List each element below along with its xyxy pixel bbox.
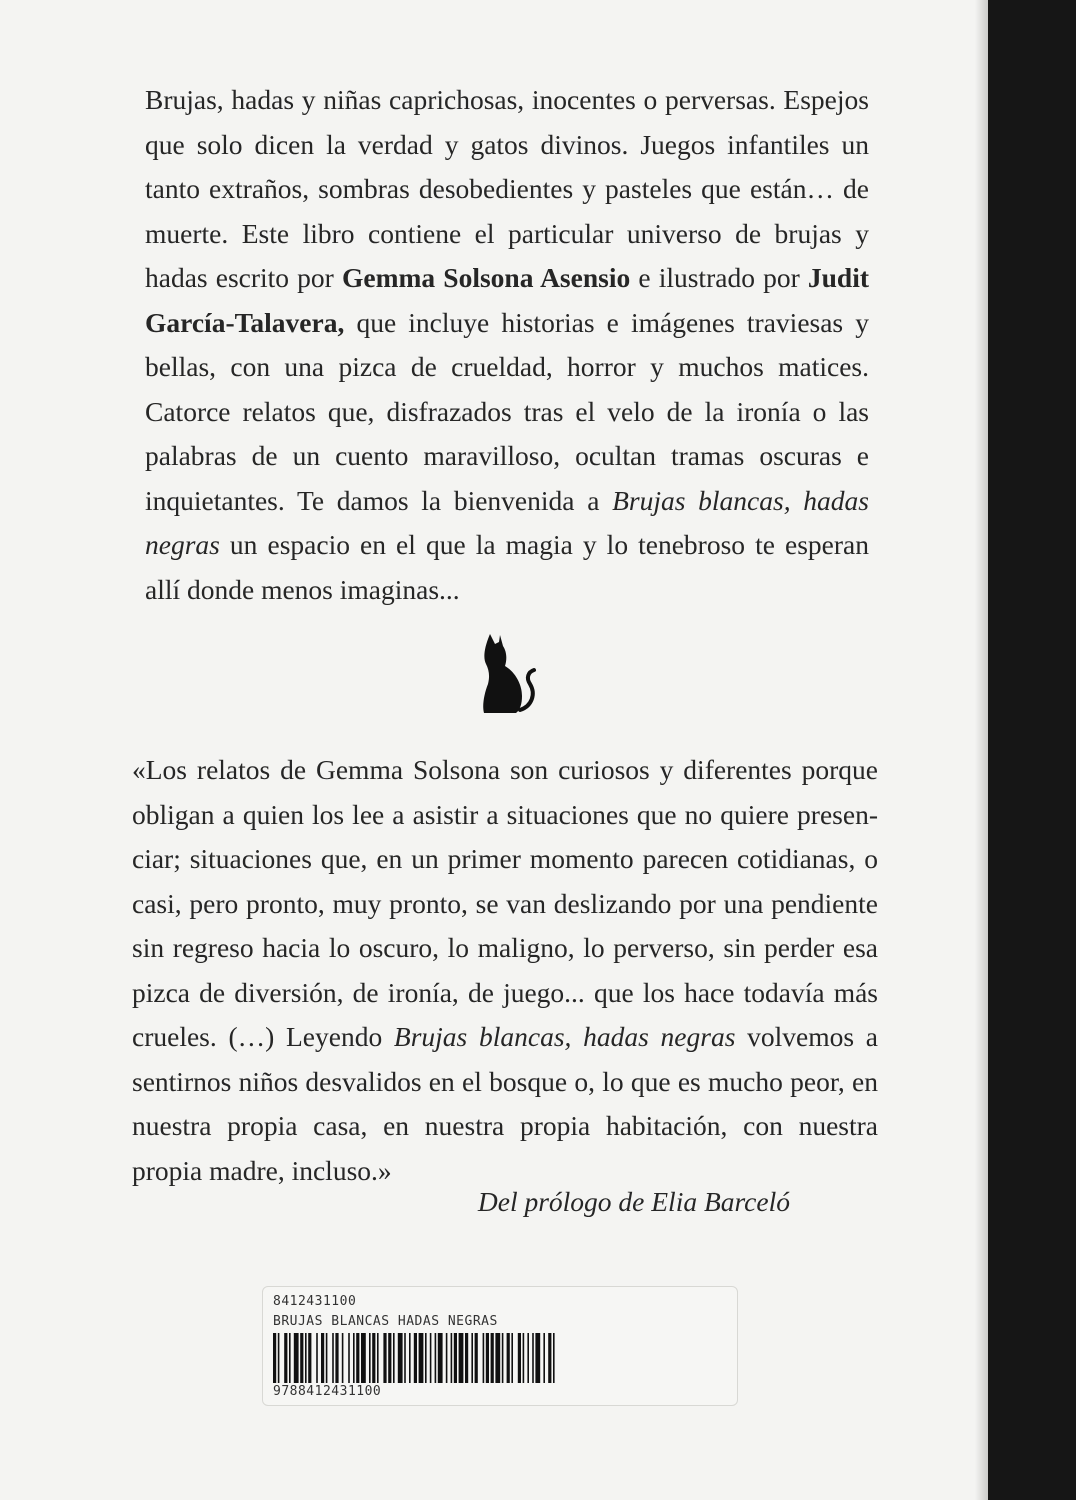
barcode-title: BRUJAS BLANCAS HADAS NEGRAS [273, 1314, 498, 1329]
barcode-code: 8412431100 [273, 1294, 357, 1309]
barcode-bar [507, 1333, 510, 1383]
barcode-bar [305, 1333, 307, 1383]
back-cover-blurb [145, 78, 869, 612]
barcode-bar [475, 1333, 478, 1383]
barcode-bar [414, 1333, 417, 1383]
barcode-bar [353, 1333, 355, 1383]
barcode-bar [308, 1333, 311, 1383]
illustrator-name: Judit García-Talavera, [145, 262, 870, 338]
quote-text-1: «Los relatos de Gemma Solsona son curiosos y diferentes porque obligan a quien los lee a asistir a situaciones que no quiere presenciar; situaciones que, en un primer momento parecen cotidianas, o casi, pero pronto, muy pronto, se van deslizando por una pendiente sin regreso hacia lo oscuro, lo maligno, lo perverso, sin perder esa pizca de diversión, de ironía, de juego... que los hace todavía más crueles. (…) Leyendo [132, 754, 878, 1052]
barcode-bar [495, 1333, 500, 1383]
barcode-bar [527, 1333, 529, 1383]
barcode-bar [451, 1333, 453, 1383]
barcode-bar [518, 1333, 521, 1383]
barcode-bar [419, 1333, 424, 1383]
barcode-bar [369, 1333, 371, 1383]
blurb-paragraph [145, 78, 869, 612]
barcode-bar [532, 1333, 534, 1383]
barcode-bar [372, 1333, 375, 1383]
barcode-bar [289, 1333, 291, 1383]
barcode-bar [388, 1333, 391, 1383]
barcode-bar [332, 1333, 334, 1383]
barcode-bar [409, 1333, 411, 1383]
barcode-bar [465, 1333, 468, 1383]
blurb-text-4: un espacio en el que la magia y lo tenebroso te esperan allí donde menos imaginas... [145, 529, 869, 605]
barcode-bar [425, 1333, 427, 1383]
barcode-bar [294, 1333, 299, 1383]
barcode-bar [553, 1333, 555, 1383]
author-name: Gemma Solsona Asensio [341, 262, 631, 293]
barcode-bar [543, 1333, 545, 1383]
barcode-bar [430, 1333, 432, 1383]
barcode-bar [273, 1333, 276, 1383]
barcode-sticker [262, 1286, 738, 1406]
barcode-bar [404, 1333, 406, 1383]
barcode-bar [348, 1333, 350, 1383]
barcode-bar [438, 1333, 443, 1383]
barcode-bar [284, 1333, 287, 1383]
barcode-bar [361, 1333, 366, 1383]
barcode-bar [454, 1333, 457, 1383]
barcode-isbn: 9788412431100 [273, 1384, 382, 1399]
barcode-bar [548, 1333, 551, 1383]
barcode-bar [278, 1333, 280, 1383]
prologue-quote [132, 748, 878, 1193]
spine-shadow [975, 0, 989, 1500]
barcode-bar [326, 1333, 328, 1383]
barcode-bar [459, 1333, 464, 1383]
barcode-bar [511, 1333, 513, 1383]
quote-attribution: Del prólogo de Elia Barceló [477, 1186, 790, 1217]
barcode-bars [273, 1333, 723, 1383]
barcode-bar [483, 1333, 485, 1383]
book-spine [988, 0, 1076, 1500]
barcode-bar [502, 1333, 504, 1383]
barcode-bar [335, 1333, 338, 1383]
barcode-bar [398, 1333, 403, 1383]
barcode-bar [435, 1333, 437, 1383]
barcode-bar [321, 1333, 324, 1383]
barcode-bar [383, 1333, 386, 1383]
blurb-text-2: e ilustrado por [630, 262, 808, 293]
blurb-text-1: Brujas, hadas y niñas caprichosas, inocentes o perversas. Espejos que solo dicen la verdad y gatos divinos. Juegos infantiles un tanto extraños, sombras desobedientes y pasteles que están… de muerte. Este libro contiene el particular universo de brujas y hadas escrito por [145, 84, 869, 293]
book-title-italic: Brujas blancas, hadas negras [145, 484, 869, 560]
barcode-bar [342, 1333, 344, 1383]
barcode-bar [393, 1333, 395, 1383]
barcode-bar [356, 1333, 359, 1383]
quote-book-title-italic: Brujas blancas, hadas negras [393, 1021, 736, 1052]
barcode-bar [300, 1333, 303, 1383]
barcode-bar [316, 1333, 318, 1383]
blurb-text-3: que incluye historias e imágenes traviesas y bellas, con una pizca de crueldad, horror y muchos matices. Catorce relatos que, disfrazados tras el velo de la ironía o las palabras de un cuento maravilloso, ocultan tramas oscuras e inquietantes. Te damos la bienvenida a [145, 306, 869, 516]
barcode-bar [523, 1333, 525, 1383]
barcode-bar [446, 1333, 448, 1383]
barcode-bar [377, 1333, 379, 1383]
barcode-bar [535, 1333, 540, 1383]
barcode-bar [471, 1333, 473, 1383]
barcode-bar [491, 1333, 494, 1383]
quote-paragraph [132, 748, 878, 1193]
quote-text-2: volvemos a sentirnos niños desvalidos en el bosque o, lo que es mucho peor, en nuestra propia casa, en nuestra propia habitación, con nuestra propia madre, incluso.» [132, 1021, 878, 1186]
cat-silhouette-icon [478, 632, 540, 714]
barcode-bar [486, 1333, 489, 1383]
